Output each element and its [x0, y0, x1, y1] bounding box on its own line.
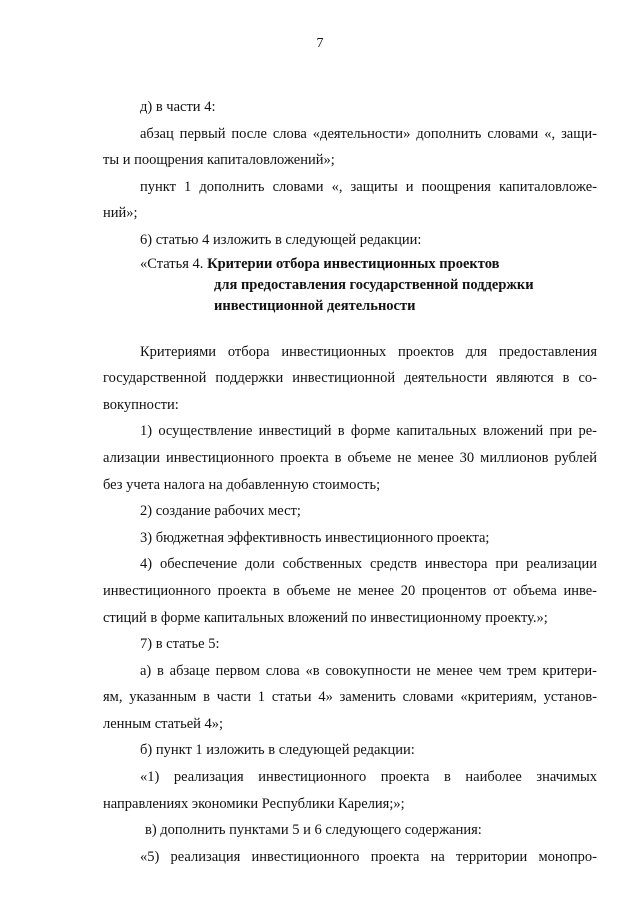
paragraph-line: ний»; [103, 205, 138, 222]
paragraph-line: пункт 1 дополнить словами «, защиты и поощрения капиталовложе- [140, 178, 597, 195]
paragraph-line: 2) создание рабочих мест; [140, 503, 301, 520]
article-number: «Статья 4. [140, 255, 204, 272]
paragraph-line: «1) реализация инвестиционного проекта в наиболее значимых [140, 769, 597, 786]
paragraph-line: ты и поощрения капиталовложений»; [103, 152, 335, 169]
paragraph-line: а) в абзаце первом слова «в совокупности не менее чем трем критери- [140, 662, 597, 679]
article-title-line-3: инвестиционной деятельности [214, 297, 416, 314]
paragraph-line: 3) бюджетная эффективность инвестиционного проекта; [140, 529, 490, 546]
article-heading [103, 254, 597, 317]
paragraph-line: инвестиционного проекта в объеме не менее 20 процентов от объема инве- [103, 582, 597, 599]
article-title-line-2: для предоставления государственной поддержки [214, 276, 534, 293]
paragraph-line: ализации инвестиционного проекта в объеме не менее 30 миллионов рублей [103, 449, 597, 466]
paragraph-line: стиций в форме капитальных вложений по инвестиционному проекту.»; [103, 609, 548, 626]
paragraph-line: вокупности: [103, 396, 179, 413]
paragraph-line: в) дополнить пунктами 5 и 6 следующего содержания: [145, 822, 482, 839]
paragraph-line: Критериями отбора инвестиционных проектов для предоставления [140, 343, 597, 360]
paragraph-line: б) пункт 1 изложить в следующей редакции: [140, 742, 415, 759]
paragraph-line: 7) в статье 5: [140, 636, 220, 653]
paragraph-line: 4) обеспечение доли собственных средств инвестора при реализации [140, 556, 597, 573]
paragraph-line: д) в части 4: [140, 99, 216, 115]
paragraph-line: ленным статьей 4»; [103, 715, 224, 732]
paragraph-line: 6) статью 4 изложить в следующей редакции: [140, 231, 422, 248]
paragraph-line: ям, указанным в части 1 статьи 4» заменить словами «критериям, установ- [103, 689, 597, 706]
paragraph-line: абзац первый после слова «деятельности» дополнить словами «, защи- [140, 125, 597, 142]
paragraph-line: «5) реализация инвестиционного проекта на территории монопро- [140, 848, 597, 865]
paragraph-line: направлениях экономики Республики Карелия;»; [103, 795, 405, 812]
page-number: 7 [316, 36, 324, 51]
paragraph-line: государственной поддержки инвестиционной деятельности являются в со- [103, 370, 597, 387]
paragraph-line: без учета налога на добавленную стоимость; [103, 476, 381, 493]
article-title-line-1: Критерии отбора инвестиционных проектов [207, 255, 500, 272]
paragraph-line: 1) осуществление инвестиций в форме капитальных вложений при ре- [140, 423, 597, 440]
document-body [103, 94, 597, 870]
